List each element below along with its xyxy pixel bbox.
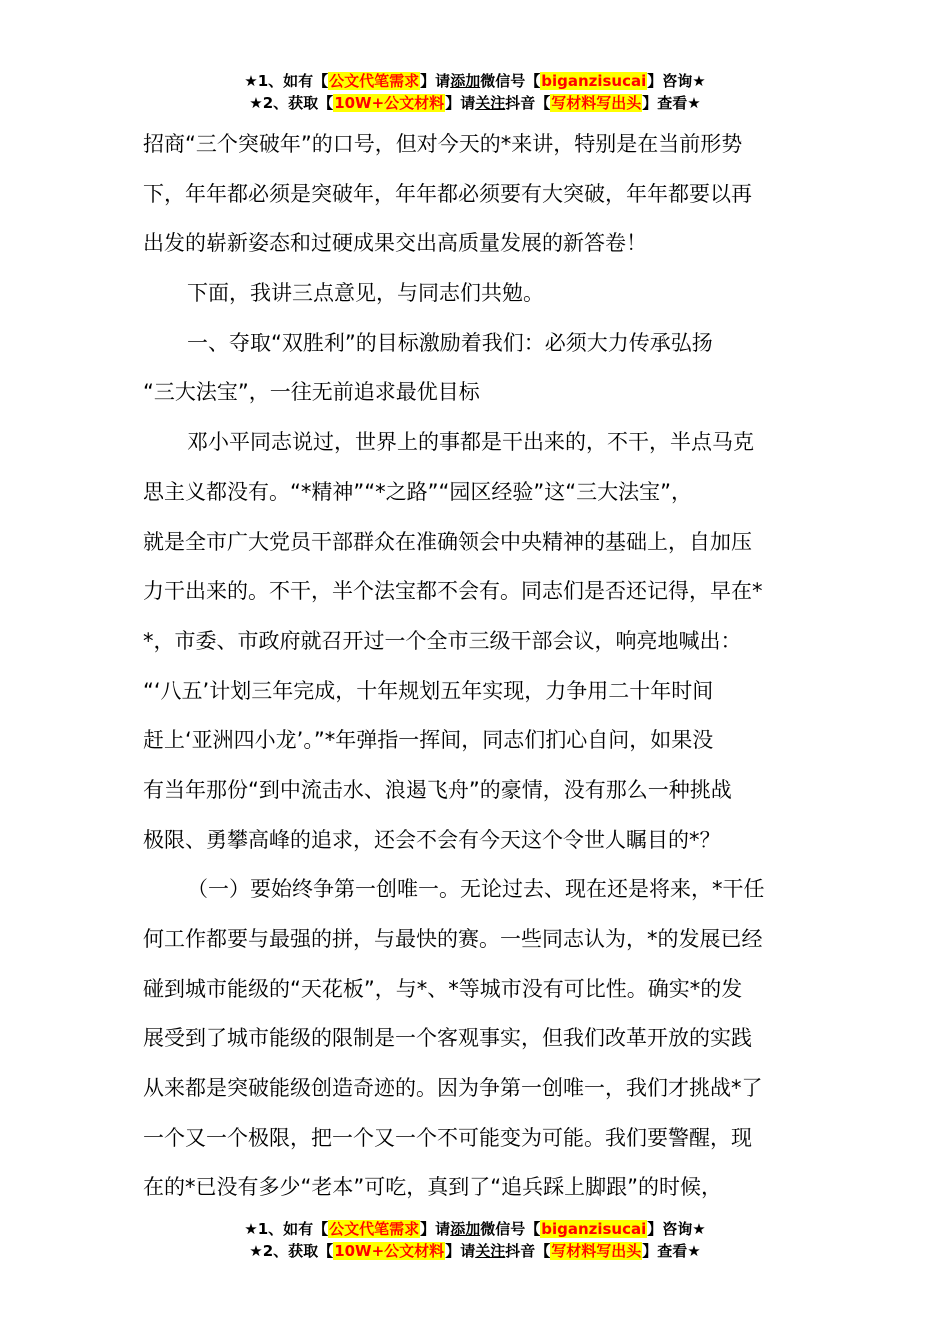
promo-text: ★1、如有【 — [244, 72, 329, 90]
body-line: 赶上‘亚洲四小龙’。”*年弹指一挥间，同志们扪心自问，如果没 — [143, 728, 714, 753]
body-line: 何工作都要与最强的拼，与最快的赛。一些同志认为，*的发展已经 — [143, 927, 763, 951]
section-heading-line: 一、夺取“双胜利”的目标激励着我们：必须大力传承弘扬 — [187, 330, 713, 355]
promo-underlined: 添加 — [450, 1220, 481, 1238]
body-line: 招商“三个突破年”的口号，但对今天的*来讲，特别是在当前形势 — [143, 132, 743, 156]
body-line: 下，年年都必须是突破年，年年都必须要有大突破，年年都要以再 — [143, 181, 752, 206]
promo-text: 】请 — [420, 72, 451, 90]
promo-text: 】咨询★ — [647, 1220, 706, 1238]
body-line: 在的*已没有多少“老本”可吃，真到了“追兵踩上脚跟”的时候， — [143, 1175, 723, 1200]
body-line: 从来都是突破能级创造奇迹的。因为争第一创唯一，我们才挑战*了 — [143, 1076, 763, 1101]
body-line: 一个又一个极限，把一个又一个不可能变为可能。我们要警醒，现 — [143, 1125, 752, 1150]
promo-underlined: 添加 — [450, 72, 481, 90]
body-line: 思主义都没有。“*精神”“*之路”“园区经验”这“三大法宝”， — [143, 479, 693, 504]
body-line: 邓小平同志说过，世界上的事都是干出来的，不干，半点马克 — [187, 430, 754, 455]
promo-text: 】请 — [445, 1242, 476, 1260]
promo-text: 】请 — [445, 94, 476, 112]
promo-highlight: 10W+公文材料 — [334, 94, 445, 112]
header-promo-banner — [0, 70, 950, 114]
promo-line-1 — [0, 70, 950, 92]
body-line: 下面，我讲三点意见，与同志们共勉。 — [187, 281, 544, 306]
section-heading-line: “三大法宝”，一往无前追求最优目标 — [143, 380, 480, 405]
promo-highlight: 10W+公文材料 — [334, 1242, 445, 1260]
document-body — [143, 120, 810, 1213]
promo-text: 】查看★ — [642, 94, 701, 112]
promo-highlight: 写材料写出头 — [551, 1242, 642, 1260]
promo-text: ★2、获取【 — [249, 94, 334, 112]
promo-text: 微信号【 — [480, 72, 541, 90]
body-line: “‘八五’计划三年完成，十年规划五年实现，力争用二十年时间 — [143, 678, 714, 703]
promo-text: 】咨询★ — [647, 72, 706, 90]
promo-text: 抖音【 — [505, 1242, 551, 1260]
promo-underlined: 关注 — [475, 94, 506, 112]
subsection-line: （一）要始终争第一创唯一。无论过去、现在还是将来，*干任 — [187, 877, 765, 902]
body-line: 极限、勇攀高峰的追求，还会不会有今天这个令世人瞩目的*？ — [143, 827, 721, 852]
body-line: 碰到城市能级的“天花板”，与*、*等城市没有可比性。确实*的发 — [143, 976, 743, 1001]
promo-highlight: biganzisucai — [541, 72, 647, 90]
promo-underlined: 关注 — [475, 1242, 506, 1260]
body-line: 出发的崭新姿态和过硬成果交出高质量发展的新答卷！ — [143, 231, 647, 256]
promo-highlight: biganzisucai — [541, 1220, 647, 1238]
promo-text: ★2、获取【 — [249, 1242, 334, 1260]
promo-highlight: 公文代笔需求 — [329, 72, 420, 90]
body-line: *，市委、市政府就召开过一个全市三级干部会议，响亮地喊出： — [143, 628, 742, 653]
promo-line-2 — [0, 1240, 950, 1262]
promo-highlight: 公文代笔需求 — [329, 1220, 420, 1238]
footer-promo-banner — [0, 1218, 950, 1262]
promo-text: 微信号【 — [480, 1220, 541, 1238]
promo-line-2 — [0, 92, 950, 114]
promo-highlight: 写材料写出头 — [551, 94, 642, 112]
promo-line-1 — [0, 1218, 950, 1240]
body-line: 就是全市广大党员干部群众在准确领会中央精神的基础上，自加压 — [143, 529, 752, 554]
promo-text: 抖音【 — [505, 94, 551, 112]
promo-text: ★1、如有【 — [244, 1220, 329, 1238]
body-line: 力干出来的。不干，半个法宝都不会有。同志们是否还记得，早在* — [143, 579, 763, 604]
promo-text: 】请 — [420, 1220, 451, 1238]
body-line: 有当年那份“到中流击水、浪遏飞舟”的豪情，没有那么一种挑战 — [143, 777, 732, 802]
body-line: 展受到了城市能级的限制是一个客观事实，但我们改革开放的实践 — [143, 1026, 752, 1051]
promo-text: 】查看★ — [642, 1242, 701, 1260]
